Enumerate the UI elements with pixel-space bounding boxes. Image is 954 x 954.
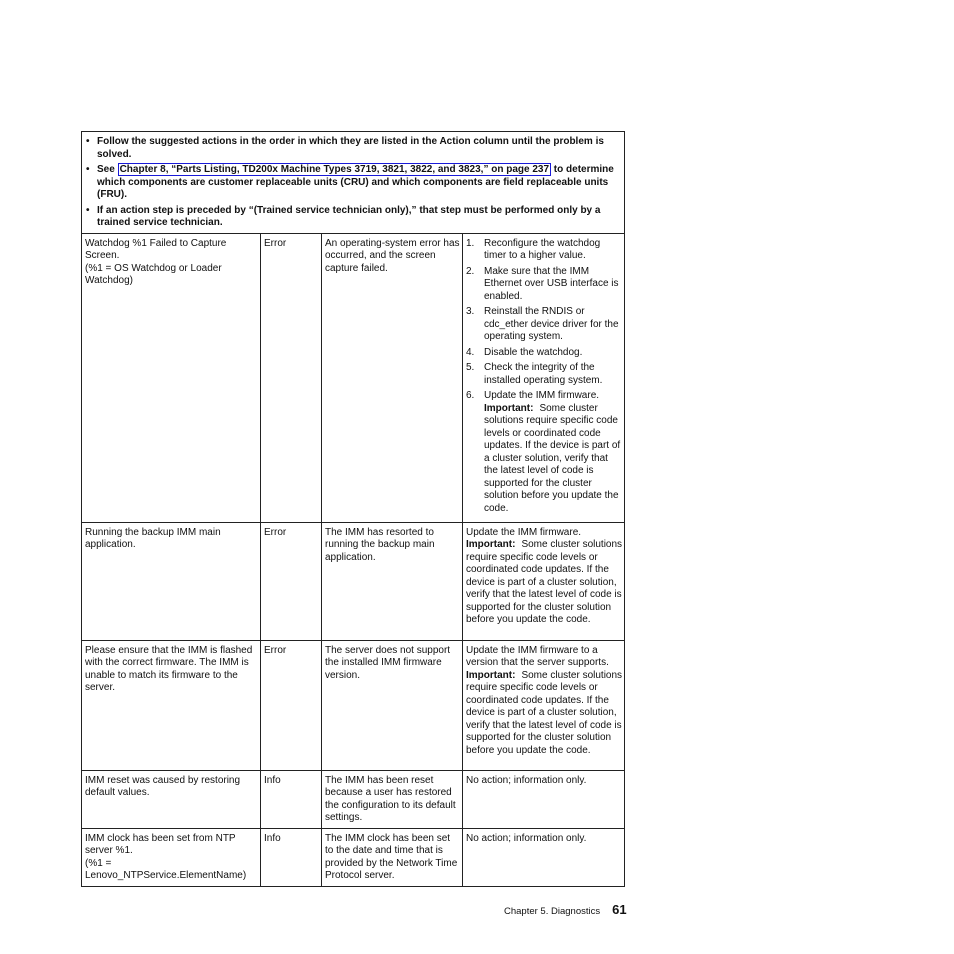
explanation-cell: The IMM has been reset because a user has restored the configuration to its default settings. [322,770,463,828]
step-number: 2. [466,265,475,277]
message-line: IMM reset was caused by restoring default values. [85,774,241,798]
important-text: Some cluster solutions require specific code levels or coordinated code updates. If the device is part of a cluster solution, verify that the latest level of code is supported for the cluster solution before you update the code. [466,539,623,625]
important-label: Important: [466,539,516,550]
page-footer [504,902,627,917]
action-cell [463,233,625,522]
bullet-icon: • [86,204,90,216]
severity-cell: Error [261,233,322,522]
severity-cell: Info [261,770,322,828]
action-cell [463,640,625,770]
action-step [466,238,622,263]
note-item [84,164,620,202]
explanation-cell: An operating-system error has occurred, and the screen capture failed. [322,233,463,522]
explanation-cell: The server does not support the installed IMM firmware version. [322,640,463,770]
message-line: (%1 = Lenovo_NTPService.ElementName) [85,857,247,881]
severity-cell: Info [261,828,322,886]
chapter-8-link[interactable]: Chapter 8, “Parts Listing, TD200x Machine Types 3719, 3821, 3822, and 3823,” on page 237 [119,164,550,175]
action-cell: No action; information only. [463,770,625,828]
action-cell [463,522,625,640]
explanation-cell: The IMM clock has been set to the date and time that is provided by the Network Time Protocol server. [322,828,463,886]
note-suffix: to determine which components are customer replaceable units (CRU) and which components are field replaceable units (FRU). [97,164,614,200]
table-row [82,770,625,828]
action-step [466,266,622,304]
table-row [82,233,625,522]
step-number: 4. [466,346,475,358]
action-step [466,390,622,515]
message-line: Running the backup IMM main application. [85,526,221,550]
step-body [484,390,622,515]
message-cell [82,640,261,770]
bullet-icon: • [86,136,90,147]
step-text: Reinstall the RNDIS or cdc_ether device driver for the operating system. [484,306,619,342]
message-line: Watchdog %1 Failed to Capture Screen. [85,237,227,261]
action-step [466,347,622,360]
message-cell [82,233,261,522]
message-line: IMM clock has been set from NTP server %1. [85,832,236,856]
action-step [466,362,622,387]
note-text: If an action step is preceded by “(Trained service technician only),” that step must be performed only by a trained service technician. [97,204,601,228]
note-prefix: See [97,164,118,175]
table-row [82,522,625,640]
chapter-label: Chapter 5. Diagnostics [504,906,601,917]
message-cell [82,522,261,640]
step-text: Make sure that the IMM Ethernet over USB interface is enabled. [484,265,619,302]
step-number: 5. [466,362,475,373]
message-line: (%1 = OS Watchdog or Loader Watchdog) [85,262,222,286]
action-text: Update the IMM firmware. [466,526,582,538]
message-cell [82,828,261,886]
table-row [82,828,625,886]
note-item [84,205,620,230]
step-number: 1. [466,237,475,249]
message-line: Please ensure that the IMM is flashed with the correct firmware. The IMM is unable to match its firmware to the server. [85,644,253,693]
action-step [466,306,622,344]
important-label: Important: [484,402,534,414]
step-number: 6. [466,390,475,401]
step-text: Disable the watchdog. [484,346,583,358]
action-steps [466,238,622,516]
message-cell [82,770,261,828]
note-text [97,164,620,202]
action-cell: No action; information only. [463,828,625,886]
page-number: 61 [612,902,627,917]
severity-cell: Error [261,522,322,640]
table-row [82,640,625,770]
important-label: Important: [466,669,516,681]
important-text: Some cluster solutions require specific code levels or coordinated code updates. If the device is part of a cluster solution, verify that the latest level of code is supported for the cluster solution before you update the code. [466,669,623,756]
note-text: Follow the suggested actions in the order in which they are listed in the Action column until the problem is solved. [97,136,604,160]
notes-cell [82,132,625,234]
severity-cell: Error [261,640,322,770]
step-number: 3. [466,306,475,317]
important-text: Some cluster solutions require specific code levels or coordinated code updates. If the device is part of a cluster solution, verify that the latest level of code is supported for the cluster solution before you update the code. [484,402,621,514]
explanation-cell: The IMM has resorted to running the backup main application. [322,522,463,640]
bullet-icon: • [86,164,90,175]
step-text: Update the IMM firmware. [484,390,600,401]
note-item [84,136,620,161]
step-text: Reconfigure the watchdog timer to a higher value. [484,237,601,261]
event-log-table [81,131,625,887]
action-text: Update the IMM firmware to a version that the server supports. [466,644,609,668]
step-text: Check the integrity of the installed operating system. [484,362,603,386]
notes-row [82,132,625,234]
